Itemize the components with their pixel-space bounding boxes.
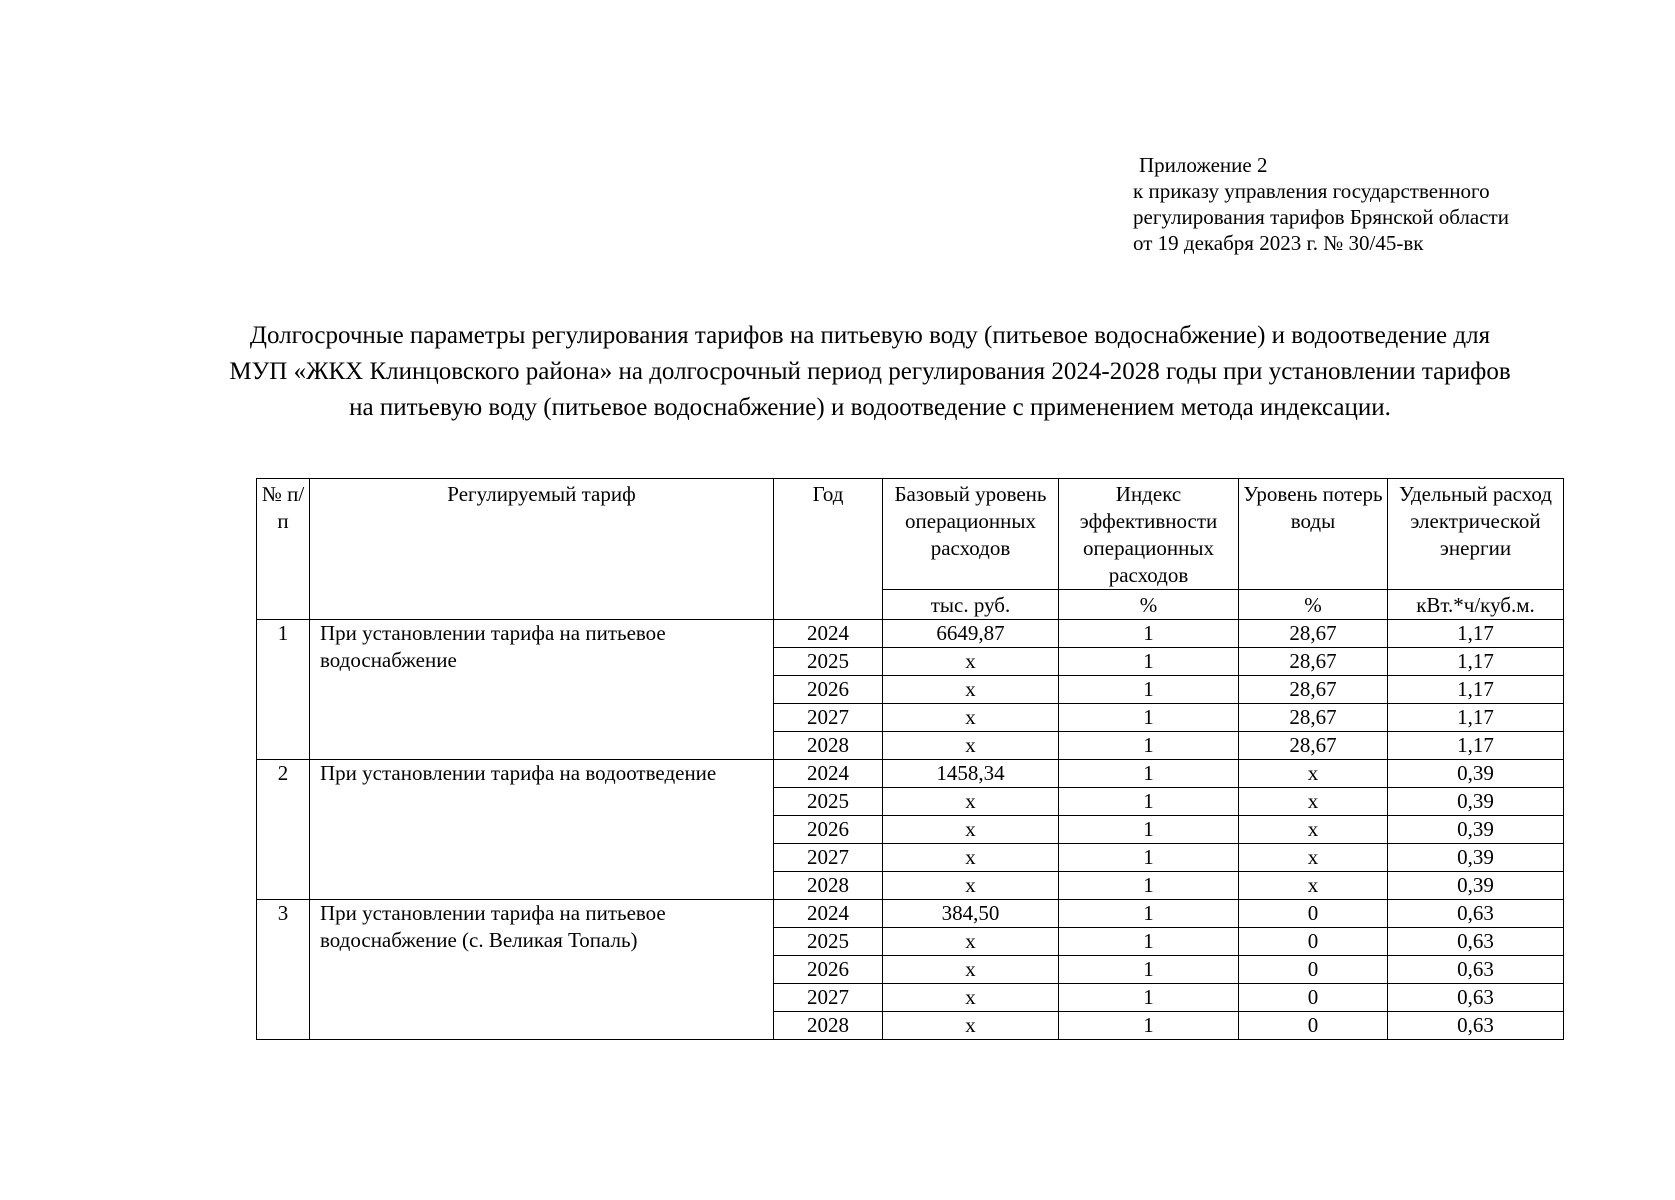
- cell-base: х: [883, 788, 1059, 816]
- cell-tariff: При установлении тарифа на водоотведение: [310, 760, 774, 900]
- cell-energy: 1,17: [1388, 732, 1564, 760]
- header-losses: Уровень потерь воды: [1239, 479, 1388, 590]
- cell-energy: 0,63: [1388, 956, 1564, 984]
- cell-base: х: [883, 956, 1059, 984]
- document-title: [150, 318, 1590, 426]
- cell-year: 2025: [774, 788, 883, 816]
- cell-losses: 0: [1239, 900, 1388, 928]
- table-row: [257, 760, 1564, 788]
- cell-index: 1: [1059, 1012, 1239, 1040]
- cell-losses: х: [1239, 872, 1388, 900]
- cell-num: 2: [257, 760, 310, 900]
- appendix-line: к приказу управления государственного: [1133, 179, 1490, 203]
- header-num: № п/п: [257, 479, 310, 620]
- cell-losses: 28,67: [1239, 648, 1388, 676]
- cell-index: 1: [1059, 788, 1239, 816]
- cell-energy: 0,63: [1388, 900, 1564, 928]
- cell-num: 1: [257, 620, 310, 760]
- cell-index: 1: [1059, 872, 1239, 900]
- unit-base: тыс. руб.: [883, 590, 1059, 620]
- cell-energy: 0,39: [1388, 816, 1564, 844]
- cell-year: 2026: [774, 676, 883, 704]
- cell-tariff: При установлении тарифа на питьевое водоснабжение (с. Великая Топаль): [310, 900, 774, 1040]
- appendix-line: регулирования тарифов Брянской области: [1133, 205, 1509, 229]
- table-body: [257, 620, 1564, 1040]
- cell-losses: 0: [1239, 1012, 1388, 1040]
- cell-losses: х: [1239, 760, 1388, 788]
- cell-base: 1458,34: [883, 760, 1059, 788]
- cell-energy: 0,39: [1388, 872, 1564, 900]
- cell-losses: 0: [1239, 956, 1388, 984]
- title-line: Долгосрочные параметры регулирования тарифов на питьевую воду (питьевое водоснабжение) и водоотведение для: [249, 322, 1491, 349]
- cell-year: 2024: [774, 760, 883, 788]
- cell-year: 2028: [774, 732, 883, 760]
- title-line: МУП «ЖКХ Клинцовского района» на долгосрочный период регулирования 2024-2028 годы при установлении тарифов: [229, 358, 1511, 385]
- cell-energy: 1,17: [1388, 648, 1564, 676]
- cell-index: 1: [1059, 620, 1239, 648]
- cell-index: 1: [1059, 956, 1239, 984]
- cell-base: х: [883, 872, 1059, 900]
- unit-losses: %: [1239, 590, 1388, 620]
- cell-year: 2028: [774, 1012, 883, 1040]
- cell-index: 1: [1059, 676, 1239, 704]
- cell-base: 6649,87: [883, 620, 1059, 648]
- cell-year: 2025: [774, 928, 883, 956]
- cell-year: 2027: [774, 844, 883, 872]
- cell-energy: 0,63: [1388, 1012, 1564, 1040]
- cell-num: 3: [257, 900, 310, 1040]
- cell-base: х: [883, 1012, 1059, 1040]
- parameters-table: [256, 478, 1564, 1040]
- cell-energy: 0,63: [1388, 928, 1564, 956]
- cell-year: 2024: [774, 620, 883, 648]
- cell-base: х: [883, 704, 1059, 732]
- cell-index: 1: [1059, 648, 1239, 676]
- cell-energy: 1,17: [1388, 704, 1564, 732]
- header-energy: Удельный расход электрической энергии: [1388, 479, 1564, 590]
- cell-index: 1: [1059, 844, 1239, 872]
- cell-energy: 1,17: [1388, 676, 1564, 704]
- header-year: Год: [774, 479, 883, 620]
- appendix-header: [1133, 152, 1509, 256]
- cell-base: х: [883, 984, 1059, 1012]
- cell-base: х: [883, 648, 1059, 676]
- cell-losses: 28,67: [1239, 620, 1388, 648]
- title-line: на питьевую воду (питьевое водоснабжение) и водоотведение с применением метода индексации.: [349, 394, 1391, 421]
- cell-index: 1: [1059, 704, 1239, 732]
- cell-base: х: [883, 732, 1059, 760]
- cell-year: 2028: [774, 872, 883, 900]
- cell-losses: 0: [1239, 928, 1388, 956]
- cell-index: 1: [1059, 816, 1239, 844]
- table-row: [257, 620, 1564, 648]
- cell-index: 1: [1059, 984, 1239, 1012]
- header-row: [257, 479, 1564, 590]
- header-tariff: Регулируемый тариф: [310, 479, 774, 620]
- cell-base: х: [883, 928, 1059, 956]
- cell-losses: 28,67: [1239, 704, 1388, 732]
- cell-energy: 1,17: [1388, 620, 1564, 648]
- cell-energy: 0,63: [1388, 984, 1564, 1012]
- cell-losses: 28,67: [1239, 676, 1388, 704]
- cell-index: 1: [1059, 732, 1239, 760]
- cell-losses: 0: [1239, 984, 1388, 1012]
- cell-index: 1: [1059, 900, 1239, 928]
- appendix-line: от 19 декабря 2023 г. № 30/45-вк: [1133, 231, 1424, 255]
- cell-index: 1: [1059, 928, 1239, 956]
- unit-energy: кВт.*ч/куб.м.: [1388, 590, 1564, 620]
- cell-index: 1: [1059, 760, 1239, 788]
- cell-year: 2026: [774, 816, 883, 844]
- unit-index: %: [1059, 590, 1239, 620]
- cell-energy: 0,39: [1388, 788, 1564, 816]
- cell-tariff: При установлении тарифа на питьевое водоснабжение: [310, 620, 774, 760]
- cell-losses: 28,67: [1239, 732, 1388, 760]
- cell-base: х: [883, 676, 1059, 704]
- cell-base: х: [883, 816, 1059, 844]
- cell-losses: х: [1239, 788, 1388, 816]
- cell-energy: 0,39: [1388, 844, 1564, 872]
- header-index: Индекс эффективности операционных расходов: [1059, 479, 1239, 590]
- cell-year: 2026: [774, 956, 883, 984]
- cell-year: 2024: [774, 900, 883, 928]
- cell-losses: х: [1239, 816, 1388, 844]
- cell-energy: 0,39: [1388, 760, 1564, 788]
- cell-year: 2027: [774, 704, 883, 732]
- header-base: Базовый уровень операционных расходов: [883, 479, 1059, 590]
- cell-losses: х: [1239, 844, 1388, 872]
- cell-year: 2027: [774, 984, 883, 1012]
- appendix-line: Приложение 2: [1139, 153, 1268, 177]
- cell-base: х: [883, 844, 1059, 872]
- cell-year: 2025: [774, 648, 883, 676]
- table-row: [257, 900, 1564, 928]
- cell-base: 384,50: [883, 900, 1059, 928]
